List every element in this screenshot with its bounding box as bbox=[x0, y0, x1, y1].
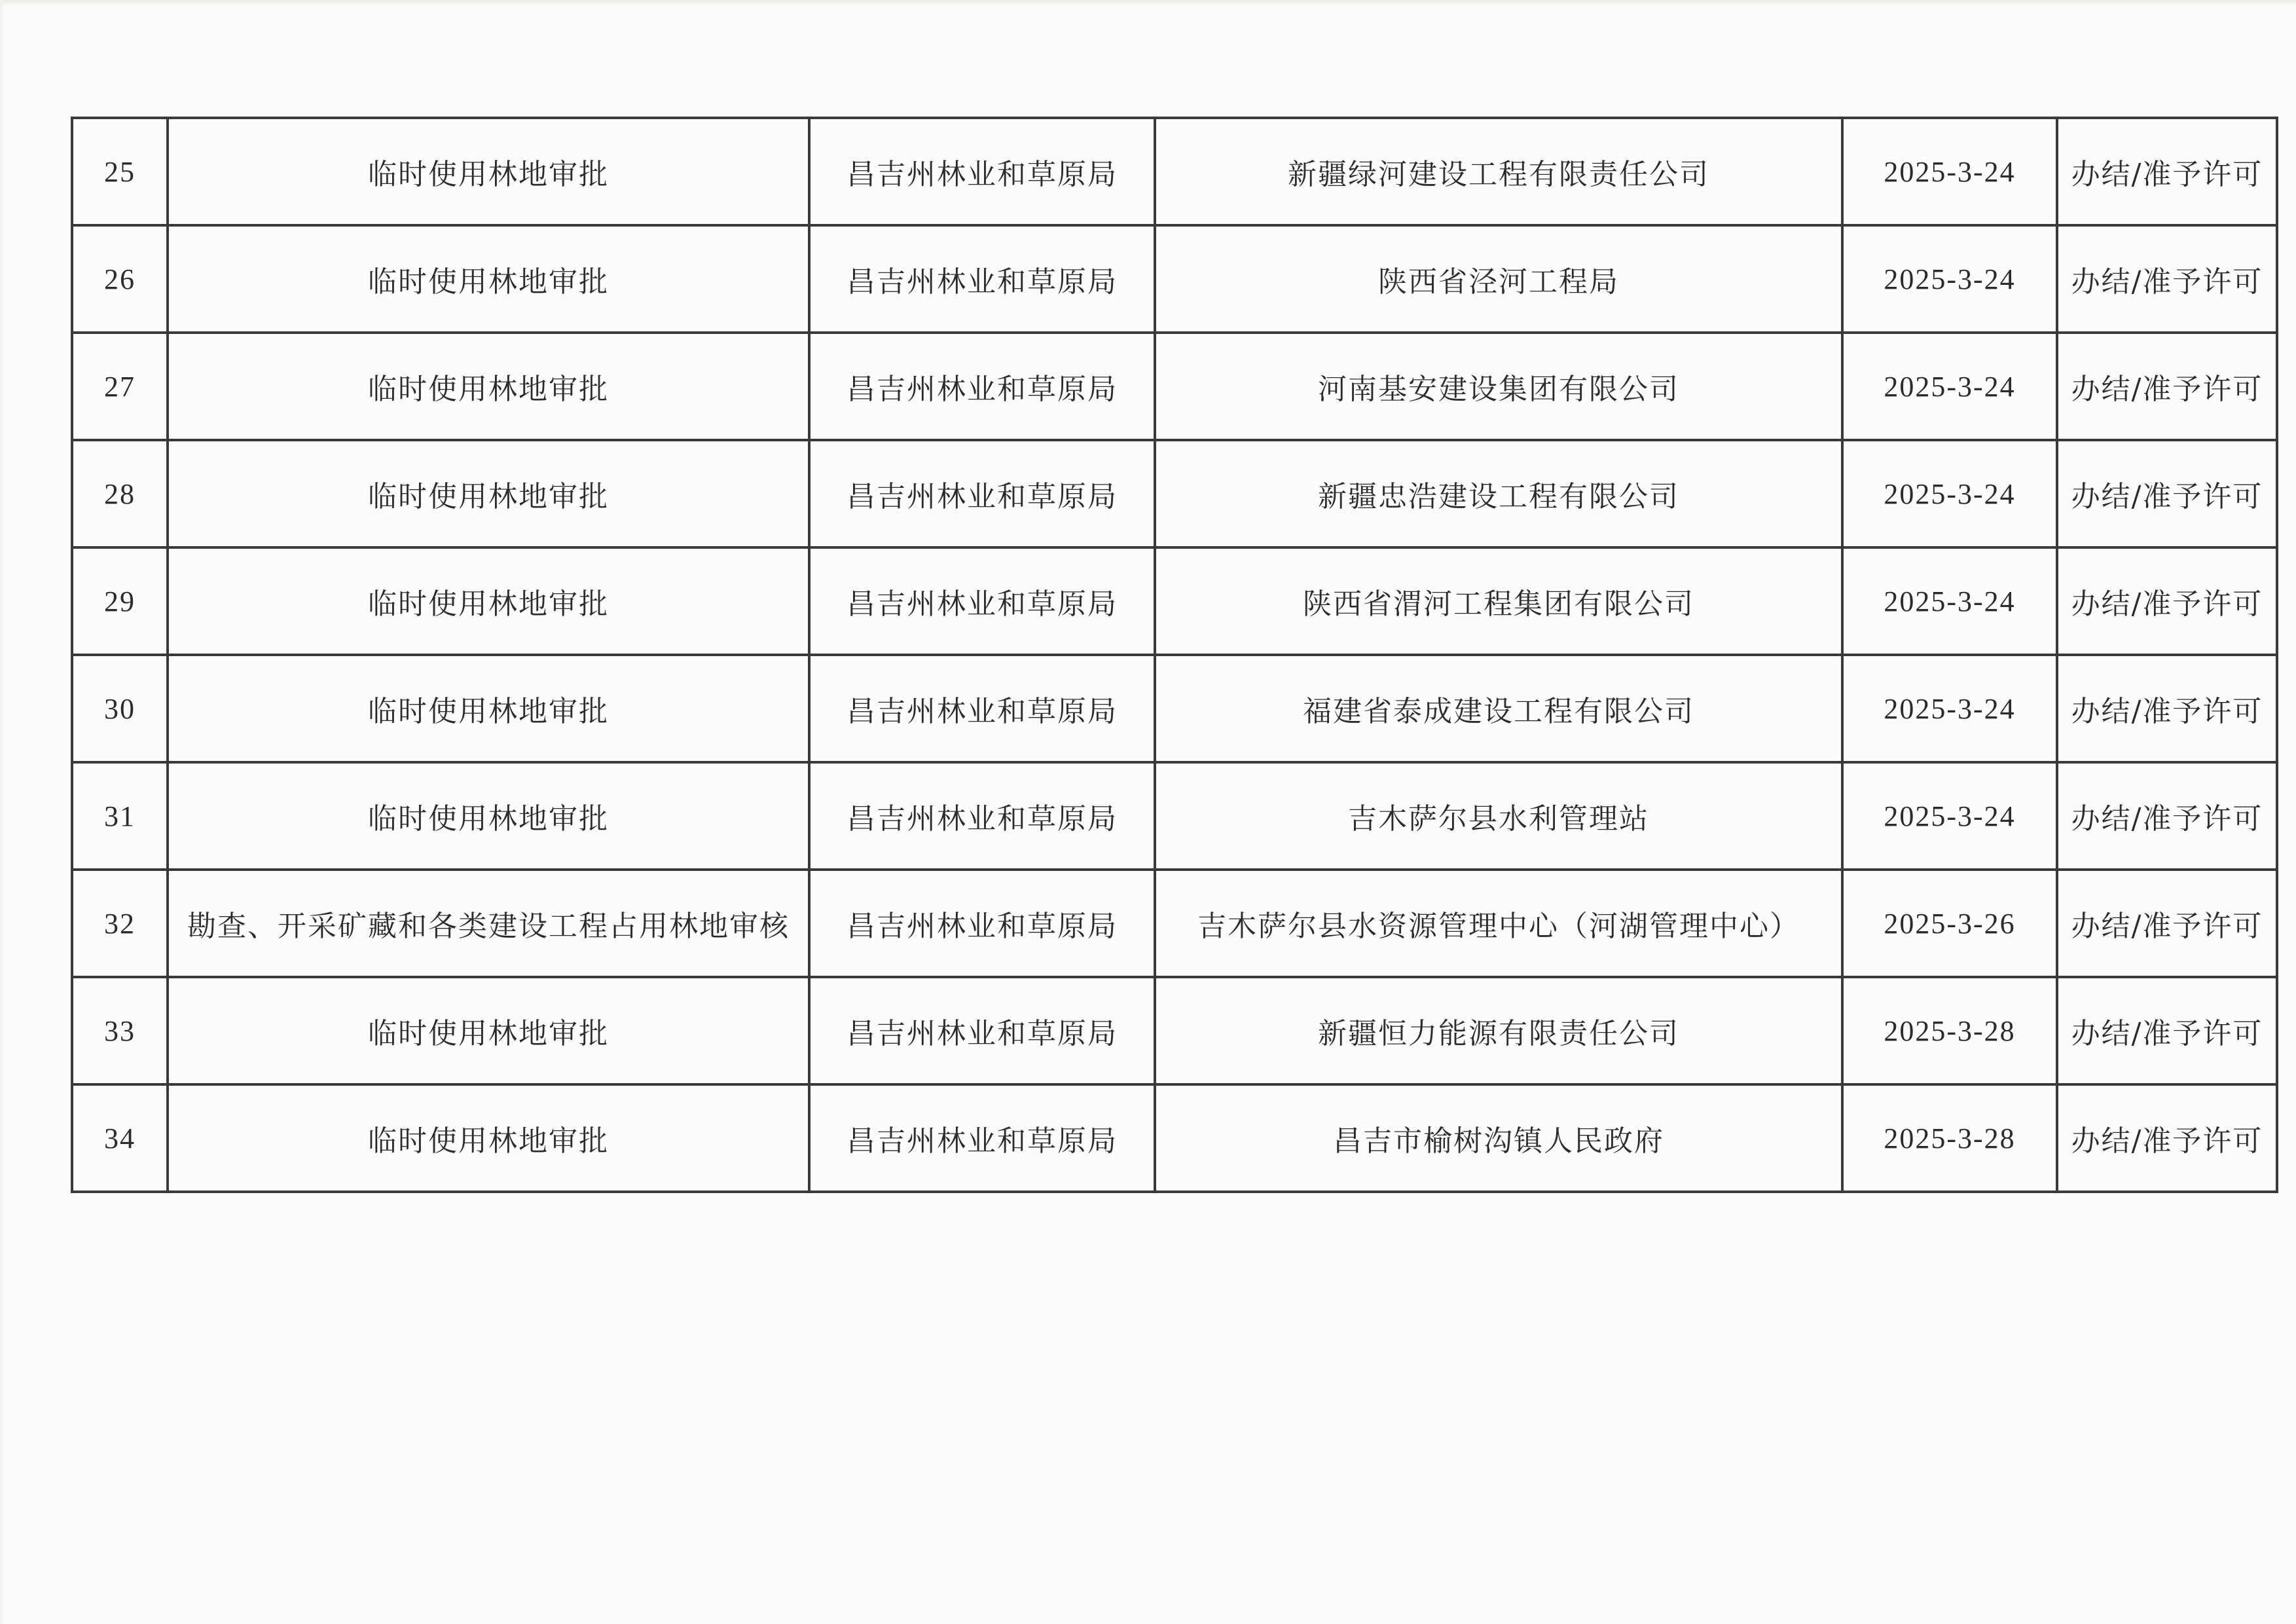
table-container bbox=[71, 117, 2276, 1193]
approval-status: 办结/准予许可 bbox=[2057, 1084, 2277, 1192]
approval-records-table bbox=[71, 117, 2278, 1193]
approving-authority: 昌吉州林业和草原局 bbox=[809, 547, 1155, 655]
table-row bbox=[72, 547, 2277, 655]
applicant: 新疆忠浩建设工程有限公司 bbox=[1155, 440, 1842, 547]
approval-status: 办结/准予许可 bbox=[2057, 547, 2277, 655]
approval-status: 办结/准予许可 bbox=[2057, 440, 2277, 547]
scan-edge-top bbox=[0, 0, 2296, 7]
applicant: 河南基安建设集团有限公司 bbox=[1155, 333, 1842, 440]
row-number: 32 bbox=[72, 870, 168, 977]
table-body bbox=[72, 118, 2277, 1192]
table-row bbox=[72, 977, 2277, 1084]
row-number: 29 bbox=[72, 547, 168, 655]
row-number: 31 bbox=[72, 762, 168, 870]
applicant: 昌吉市榆树沟镇人民政府 bbox=[1155, 1084, 1842, 1192]
applicant: 吉木萨尔县水资源管理中心（河湖管理中心） bbox=[1155, 870, 1842, 977]
approving-authority: 昌吉州林业和草原局 bbox=[809, 762, 1155, 870]
approval-date: 2025-3-24 bbox=[1842, 333, 2057, 440]
applicant: 陕西省渭河工程集团有限公司 bbox=[1155, 547, 1842, 655]
approval-date: 2025-3-24 bbox=[1842, 440, 2057, 547]
approval-item: 临时使用林地审批 bbox=[168, 440, 809, 547]
approval-date: 2025-3-24 bbox=[1842, 655, 2057, 762]
row-number: 25 bbox=[72, 118, 168, 225]
applicant: 新疆恒力能源有限责任公司 bbox=[1155, 977, 1842, 1084]
approval-item: 临时使用林地审批 bbox=[168, 225, 809, 333]
scan-edge-left bbox=[0, 0, 5, 1624]
table-row bbox=[72, 655, 2277, 762]
approval-date: 2025-3-24 bbox=[1842, 225, 2057, 333]
row-number: 33 bbox=[72, 977, 168, 1084]
approval-date: 2025-3-24 bbox=[1842, 118, 2057, 225]
approval-status: 办结/准予许可 bbox=[2057, 870, 2277, 977]
table-row bbox=[72, 225, 2277, 333]
approving-authority: 昌吉州林业和草原局 bbox=[809, 1084, 1155, 1192]
approval-item: 勘查、开采矿藏和各类建设工程占用林地审核 bbox=[168, 870, 809, 977]
approval-date: 2025-3-28 bbox=[1842, 1084, 2057, 1192]
approval-status: 办结/准予许可 bbox=[2057, 333, 2277, 440]
approving-authority: 昌吉州林业和草原局 bbox=[809, 870, 1155, 977]
approval-date: 2025-3-24 bbox=[1842, 547, 2057, 655]
table-row bbox=[72, 333, 2277, 440]
applicant: 福建省泰成建设工程有限公司 bbox=[1155, 655, 1842, 762]
approval-date: 2025-3-28 bbox=[1842, 977, 2057, 1084]
approval-item: 临时使用林地审批 bbox=[168, 655, 809, 762]
table-row bbox=[72, 440, 2277, 547]
applicant: 陕西省泾河工程局 bbox=[1155, 225, 1842, 333]
approval-date: 2025-3-24 bbox=[1842, 762, 2057, 870]
table-row bbox=[72, 118, 2277, 225]
approval-item: 临时使用林地审批 bbox=[168, 762, 809, 870]
approving-authority: 昌吉州林业和草原局 bbox=[809, 440, 1155, 547]
row-number: 34 bbox=[72, 1084, 168, 1192]
applicant: 新疆绿河建设工程有限责任公司 bbox=[1155, 118, 1842, 225]
row-number: 26 bbox=[72, 225, 168, 333]
approval-status: 办结/准予许可 bbox=[2057, 762, 2277, 870]
approval-status: 办结/准予许可 bbox=[2057, 225, 2277, 333]
approving-authority: 昌吉州林业和草原局 bbox=[809, 225, 1155, 333]
approval-status: 办结/准予许可 bbox=[2057, 118, 2277, 225]
approval-item: 临时使用林地审批 bbox=[168, 1084, 809, 1192]
applicant: 吉木萨尔县水利管理站 bbox=[1155, 762, 1842, 870]
approval-status: 办结/准予许可 bbox=[2057, 655, 2277, 762]
approving-authority: 昌吉州林业和草原局 bbox=[809, 655, 1155, 762]
approval-item: 临时使用林地审批 bbox=[168, 333, 809, 440]
row-number: 27 bbox=[72, 333, 168, 440]
table-row bbox=[72, 1084, 2277, 1192]
approving-authority: 昌吉州林业和草原局 bbox=[809, 977, 1155, 1084]
table-row bbox=[72, 762, 2277, 870]
approving-authority: 昌吉州林业和草原局 bbox=[809, 333, 1155, 440]
approval-date: 2025-3-26 bbox=[1842, 870, 2057, 977]
approving-authority: 昌吉州林业和草原局 bbox=[809, 118, 1155, 225]
approval-status: 办结/准予许可 bbox=[2057, 977, 2277, 1084]
table-row bbox=[72, 870, 2277, 977]
row-number: 30 bbox=[72, 655, 168, 762]
approval-item: 临时使用林地审批 bbox=[168, 118, 809, 225]
approval-item: 临时使用林地审批 bbox=[168, 547, 809, 655]
row-number: 28 bbox=[72, 440, 168, 547]
approval-item: 临时使用林地审批 bbox=[168, 977, 809, 1084]
